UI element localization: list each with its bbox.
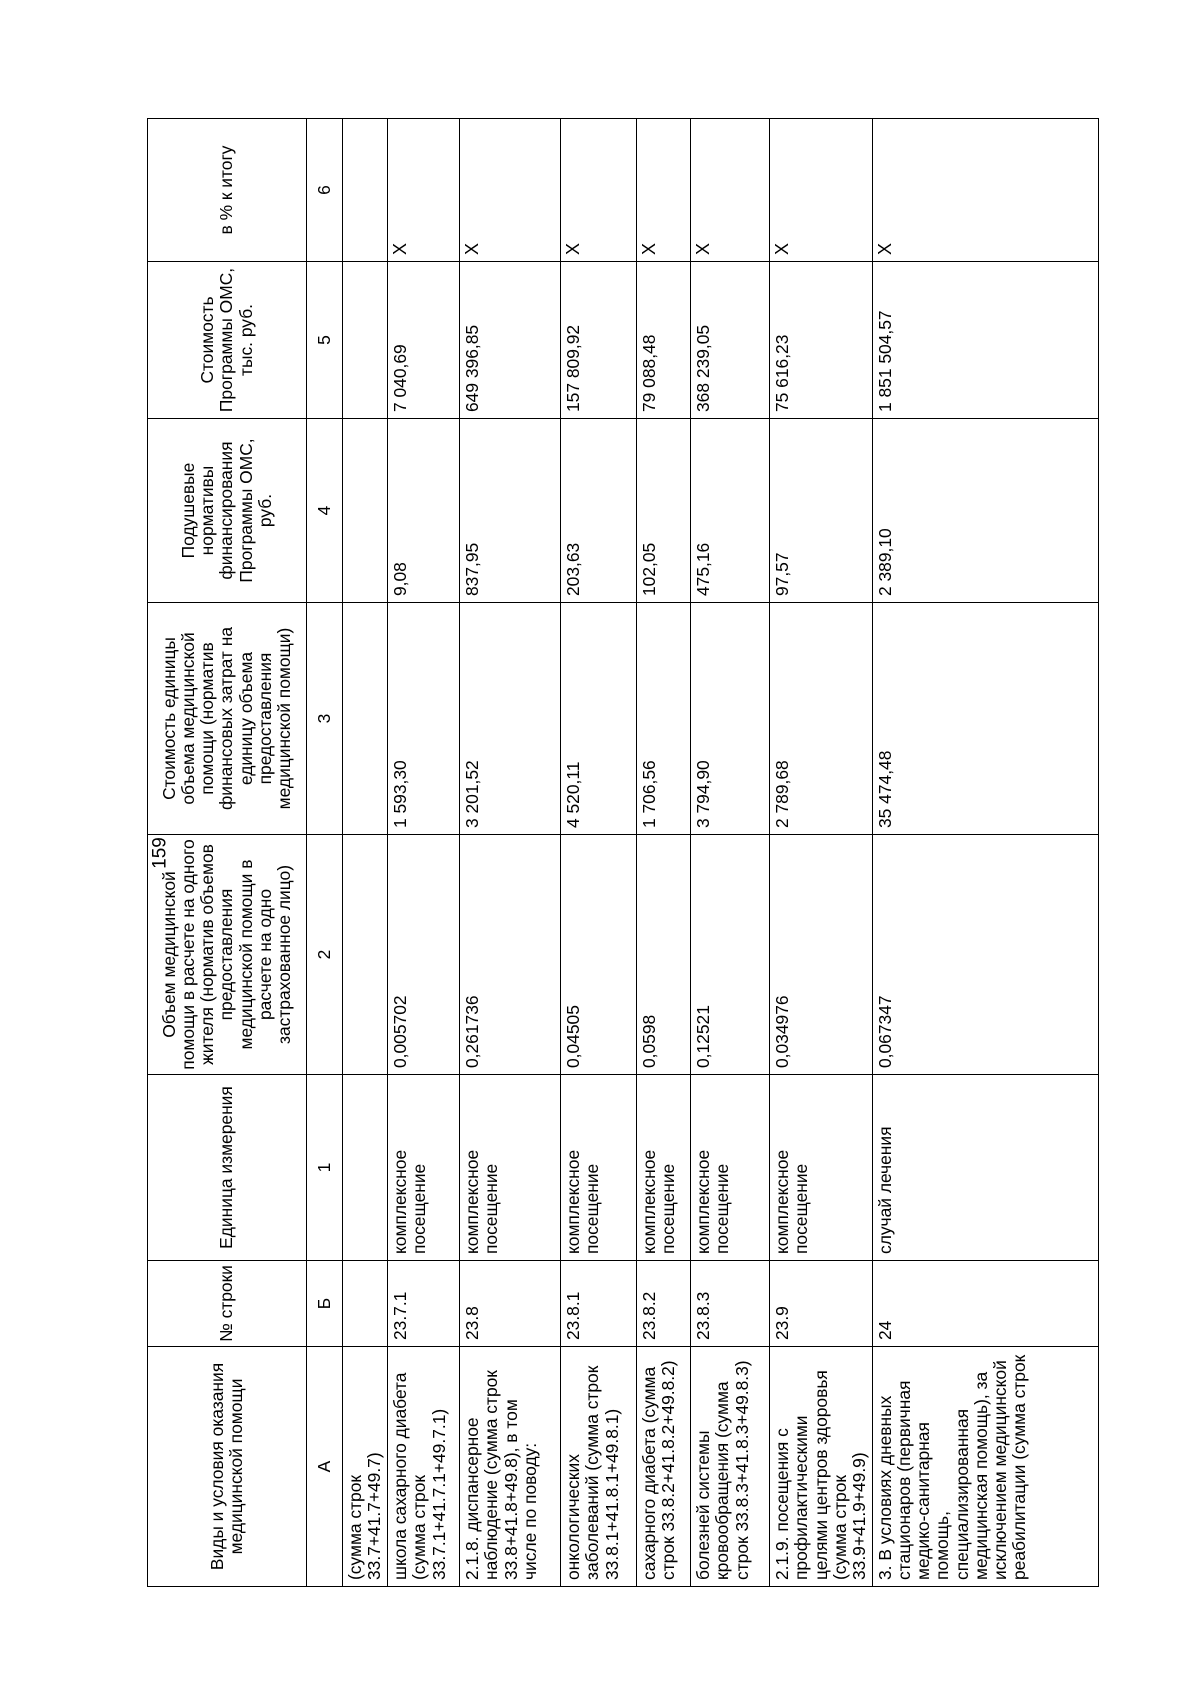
row-line-number: 23.8.1 [561, 1261, 637, 1347]
row-volume: 0,005702 [388, 835, 460, 1075]
column-number-row [307, 119, 343, 1587]
row-unit: комплексное посещение [388, 1075, 460, 1261]
empty-cell [343, 1261, 388, 1347]
column-number: 2 [307, 835, 343, 1075]
row-per-capita: 102,05 [637, 419, 691, 603]
header-volume: Объем медицинской помощи в расчете на одного жителя (норматив объемов предоставления медицинской помощи в расчете на одно застрахованное лицо) [148, 835, 307, 1075]
empty-cell [343, 119, 388, 262]
row-program-cost: 79 088,48 [637, 262, 691, 419]
row-line-number: 23.7.1 [388, 1261, 460, 1347]
row-program-cost: 1 851 504,57 [872, 262, 1098, 419]
header-unit: Единица измерения [148, 1075, 307, 1261]
row-volume: 0,04505 [561, 835, 637, 1075]
row-label: сахарного диабета (сумма строк 33.8.2+41.8.2+49.8.2) [637, 1347, 691, 1587]
row-program-cost: 75 616,23 [770, 262, 873, 419]
row-percent: X [637, 119, 691, 262]
row-unit-cost: 2 789,68 [770, 603, 873, 835]
row-line-number: 23.9 [770, 1261, 873, 1347]
row-volume: 0,12521 [691, 835, 770, 1075]
row-per-capita: 475,16 [691, 419, 770, 603]
header-care-type: Виды и условия оказания медицинской помощи [148, 1347, 307, 1587]
table-row [388, 119, 460, 1587]
financing-table [147, 118, 1099, 1587]
row-program-cost: 649 396,85 [460, 262, 561, 419]
row-unit-cost: 1 706,56 [637, 603, 691, 835]
header-unit-cost: Стоимость единицы объема медицинской помощи (норматив финансовых затрат на единицу объема предоставления медицинской помощи) [148, 603, 307, 835]
row-per-capita: 203,63 [561, 419, 637, 603]
table-row [460, 119, 561, 1587]
header-per-capita: Подушевые нормативы финансирования Программы ОМС, руб. [148, 419, 307, 603]
table-row [343, 119, 388, 1587]
page-number: 159 [149, 837, 171, 869]
row-line-number: 24 [872, 1261, 1098, 1347]
row-unit: комплексное посещение [561, 1075, 637, 1261]
row-per-capita: 97,57 [770, 419, 873, 603]
table-row [561, 119, 637, 1587]
row-percent: X [561, 119, 637, 262]
row-label: (сумма строк 33.7+41.7+49.7) [343, 1347, 388, 1587]
row-volume: 0,261736 [460, 835, 561, 1075]
row-label: школа сахарного диабета (сумма строк 33.7.1+41.7.1+49.7.1) [388, 1347, 460, 1587]
empty-cell [343, 603, 388, 835]
row-line-number: 23.8.3 [691, 1261, 770, 1347]
column-number: А [307, 1347, 343, 1587]
header-program-cost: Стоимость Программы ОМС, тыс. руб. [148, 262, 307, 419]
column-number: 3 [307, 603, 343, 835]
row-unit: случай лечения [872, 1075, 1098, 1261]
row-line-number: 23.8.2 [637, 1261, 691, 1347]
row-percent: X [872, 119, 1098, 262]
table-row [770, 119, 873, 1587]
empty-cell [343, 1075, 388, 1261]
row-label: 3. В условиях дневных стационаров (первичная медико-санитарная помощь, специализированная медицинская помощь), за исключением медицинской реабилитации (сумма строк [872, 1347, 1098, 1587]
column-number: 6 [307, 119, 343, 262]
column-number: Б [307, 1261, 343, 1347]
row-line-number: 23.8 [460, 1261, 561, 1347]
empty-cell [343, 419, 388, 603]
row-unit-cost: 3 794,90 [691, 603, 770, 835]
header-line-number: № строки [148, 1261, 307, 1347]
header-percent: в % к итогу [148, 119, 307, 262]
row-per-capita: 2 389,10 [872, 419, 1098, 603]
row-label: 2.1.8. диспансерное наблюдение (сумма строк 33.8+41.8+49.8), в том числе по поводу: [460, 1347, 561, 1587]
row-percent: X [460, 119, 561, 262]
table-container [147, 119, 1077, 1587]
row-unit: комплексное посещение [770, 1075, 873, 1261]
row-program-cost: 368 239,05 [691, 262, 770, 419]
row-unit-cost: 3 201,52 [460, 603, 561, 835]
table-row [872, 119, 1098, 1587]
row-volume: 0,067347 [872, 835, 1098, 1075]
empty-cell [343, 835, 388, 1075]
table-row [691, 119, 770, 1587]
table-row [637, 119, 691, 1587]
row-volume: 0,0598 [637, 835, 691, 1075]
row-unit: комплексное посещение [460, 1075, 561, 1261]
row-unit-cost: 35 474,48 [872, 603, 1098, 835]
row-per-capita: 837,95 [460, 419, 561, 603]
empty-cell [343, 262, 388, 419]
row-per-capita: 9,08 [388, 419, 460, 603]
row-program-cost: 7 040,69 [388, 262, 460, 419]
row-percent: X [770, 119, 873, 262]
row-volume: 0,034976 [770, 835, 873, 1075]
table-header-row [148, 119, 307, 1587]
column-number: 5 [307, 262, 343, 419]
row-label: болезней системы кровообращения (сумма строк 33.8.3+41.8.3+49.8.3) [691, 1347, 770, 1587]
row-label: онкологических заболеваний (сумма строк 33.8.1+41.8.1+49.8.1) [561, 1347, 637, 1587]
row-unit-cost: 1 593,30 [388, 603, 460, 835]
row-unit: комплексное посещение [637, 1075, 691, 1261]
row-percent: X [388, 119, 460, 262]
row-percent: X [691, 119, 770, 262]
row-label: 2.1.9. посещения с профилактическими целями центров здоровья (сумма строк 33.9+41.9+49.9) [770, 1347, 873, 1587]
row-program-cost: 157 809,92 [561, 262, 637, 419]
row-unit: комплексное посещение [691, 1075, 770, 1261]
column-number: 4 [307, 419, 343, 603]
row-unit-cost: 4 520,11 [561, 603, 637, 835]
column-number: 1 [307, 1075, 343, 1261]
